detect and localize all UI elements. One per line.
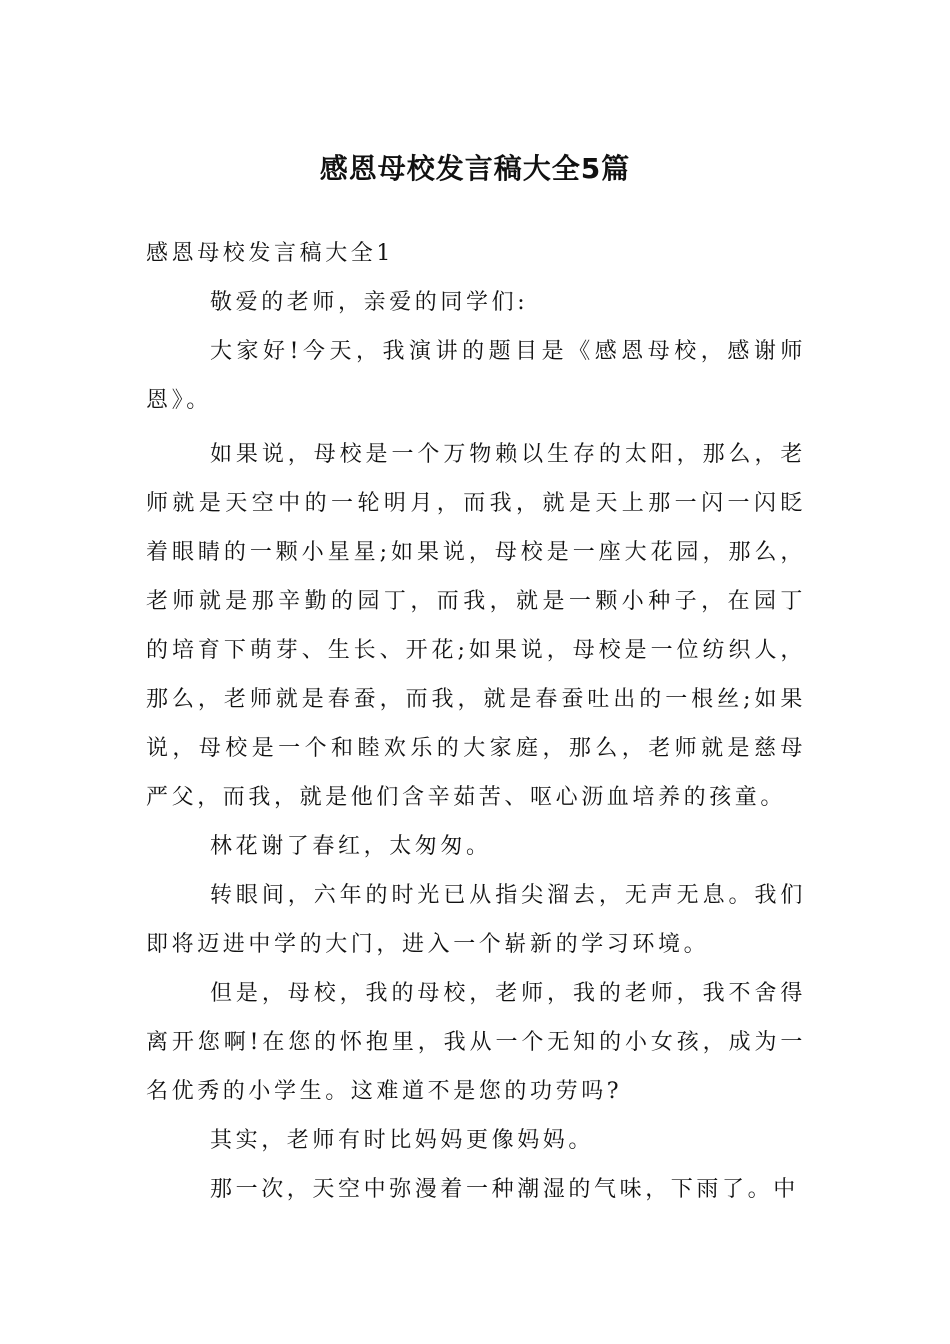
paragraph-reluctance: 但是，母校，我的母校，老师，我的老师，我不舍得离开您啊!在您的怀抱里，我从一个无知的小女孩，成为一名优秀的小学生。这难道不是您的功劳吗? — [146, 981, 806, 1104]
document-body — [146, 229, 806, 1214]
paragraph-time-passing: 转眼间，六年的时光已从指尖溜去，无声无息。我们即将迈进中学的大门，进入一个崭新的学习环境。 — [146, 883, 806, 957]
paragraph-poem-line: 林花谢了春红，太匆匆。 — [210, 834, 492, 859]
paragraph-rainy-day: 那一次，天空中弥漫着一种潮湿的气味，下雨了。中 — [210, 1177, 799, 1202]
paragraph-greeting: 大家好!今天，我演讲的题目是《感恩母校，感谢师恩》。 — [146, 339, 806, 413]
paragraph-metaphors: 如果说，母校是一个万物赖以生存的太阳，那么，老师就是天空中的一轮明月，而我，就是天上那一闪一闪眨着眼睛的一颗小星星;如果说，母校是一座大花园，那么，老师就是那辛勤的园丁，而我，就是一颗小种子，在园丁的培育下萌芽、生长、开花;如果说，母校是一位纺织人，那么，老师就是春蚕，而我，就是春蚕吐出的一根丝;如果说，母校是一个和睦欢乐的大家庭，那么，老师就是慈母严父，而我，就是他们含辛茹苦、呕心沥血培养的孩童。 — [146, 442, 806, 810]
section-heading: 感恩母校发言稿大全1 — [146, 241, 394, 266]
document-title: 感恩母校发言稿大全5篇 — [319, 151, 631, 185]
paragraph-teacher-like-mother: 其实，老师有时比妈妈更像妈妈。 — [210, 1128, 595, 1153]
paragraph-salutation: 敬爱的老师，亲爱的同学们: — [210, 290, 529, 315]
